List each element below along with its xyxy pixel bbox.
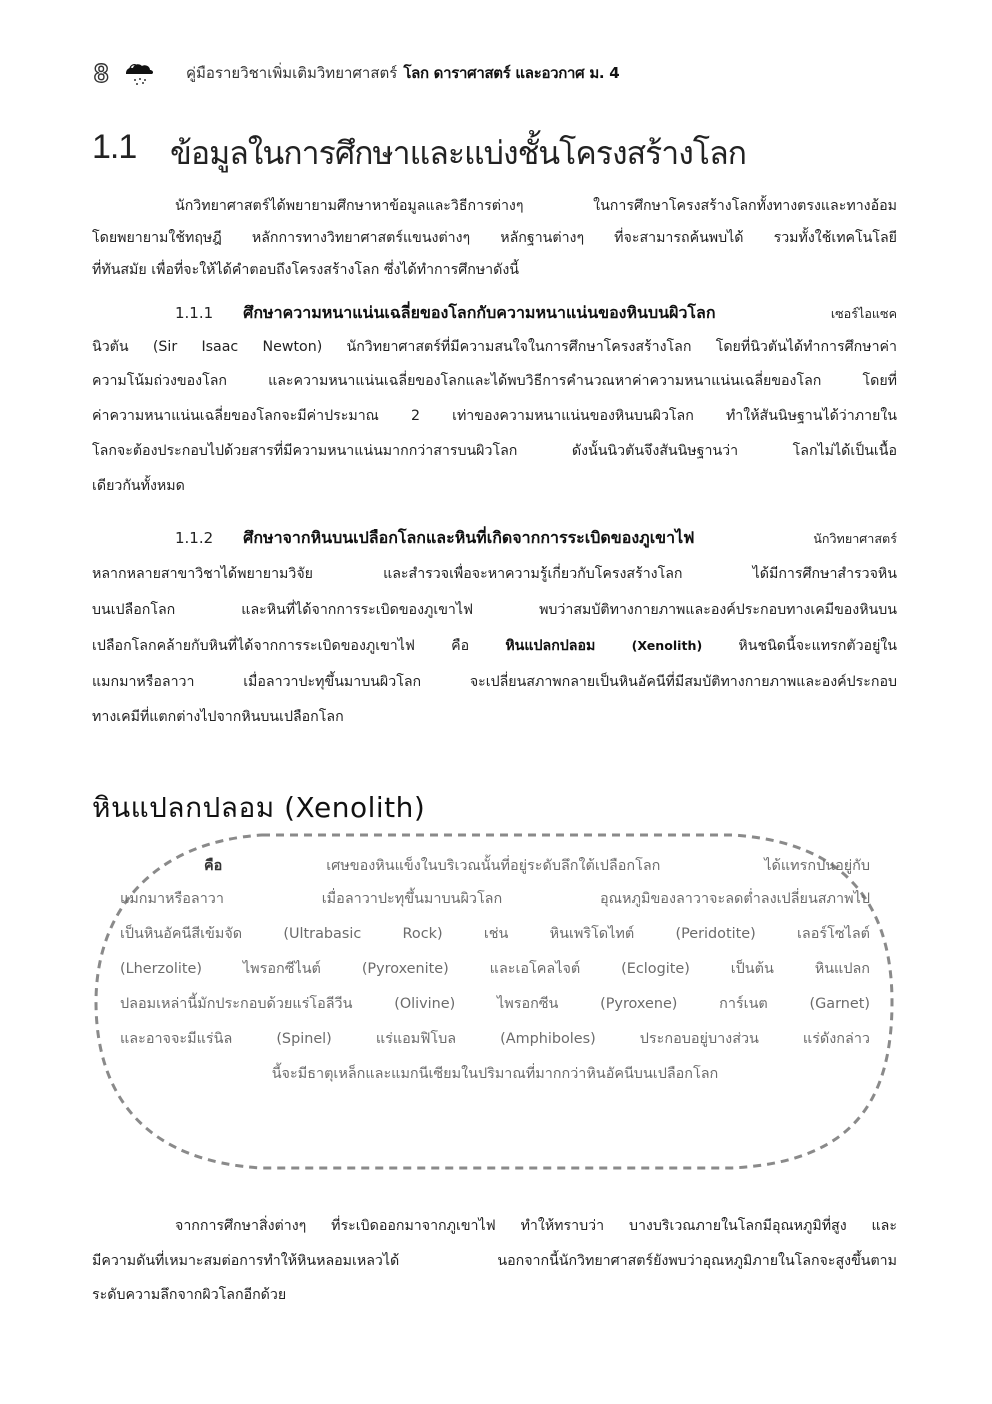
xenolith-line: และอาจจะมีแร่นิล (Spinel) แร่แอมฟิโบล (Amphiboles) ประกอบอยู่บางส่วน แร่ดังกล่าว	[120, 1031, 870, 1047]
intro-line: นักวิทยาศาสตร์ได้พยายามศึกษาหาข้อมูลและวิธีการต่างๆ ในการศึกษาโครงสร้างโลกทั้งทางตรงและทางอ้อม	[175, 198, 897, 214]
xenolith-line: นี้จะมีธาตุเหล็กและแมกนีเซียมในปริมาณที่มากกว่าหินอัคนีบนเปลือกโลก	[271, 1066, 719, 1082]
xenolith-line: (Lherzolite) ไพรอกซีไนต์ (Pyroxenite) และเอโคลไจต์ (Eclogite) เป็นต้น หินแปลก	[120, 961, 870, 977]
term-xenolith: หินแปลกปลอม	[505, 638, 596, 654]
body-line: ทางเคมีที่แตกต่างไปจากหินบนเปลือกโลก	[92, 709, 344, 725]
intro-line: ที่ทันสมัย เพื่อที่จะให้ได้คำตอบถึงโครงสร้างโลก ซึ่งได้ทำการศึกษาดังนี้	[92, 262, 519, 278]
xenolith-line: เป็นหินอัคนีสีเข้มจัด (Ultrabasic Rock) เช่น หินเพริโดไทต์ (Peridotite) เลอร์โซไลต์	[120, 926, 870, 942]
section-number: 1.1	[92, 128, 137, 166]
page-number: 8	[94, 57, 108, 88]
xenolith-line: ปลอมเหล่านี้มักประกอบด้วยแร่โอลีวีน (Olivine) ไพรอกซีน (Pyroxene) การ์เนต (Garnet)	[120, 996, 870, 1012]
subsection-title: ศึกษาจากหินบนเปลือกโลกและหินที่เกิดจากการระเบิดของภูเขาไฟ	[243, 528, 695, 547]
book-subject: โลก ดาราศาสตร์ และอวกาศ ม. 4	[403, 64, 620, 82]
body-line: แมกมาหรือลาวา เมื่อลาวาปะทุขึ้นมาบนผิวโลก จะเปลี่ยนสภาพกลายเป็นหินอัคนีที่มีสมบัติทางกายภาพและองค์ประกอบ	[92, 674, 897, 690]
body-line: ค่าความหนาแน่นเฉลี่ยของโลกจะมีค่าประมาณ 2 เท่าของความหนาแน่นของหินบนผิวโลก ทำให้สันนิษฐานได้ว่าภายใน	[92, 408, 897, 424]
subsection-heading-2	[175, 528, 897, 549]
xenolith-line: คือ เศษของหินแข็งในบริเวณนั้นที่อยู่ระดับลึกใต้เปลือกโลก ได้แทรกปนอยู่กับ	[204, 858, 870, 874]
xenolith-definition-box	[92, 832, 896, 1170]
body-line-with-term: เปลือกโลกคล้ายกับหินที่ได้จากการระเบิดของภูเขาไฟ คือ หินแปลกปลอม (Xenolith) หินชนิดนี้จะแทรกตัวอยู่ใน	[92, 638, 897, 654]
intro-line: โดยพยายามใช้ทฤษฎี หลักการทางวิทยาศาสตร์แขนงต่างๆ หลักฐานต่างๆ ที่จะสามารถค้นพบได้ รวมทั้งใช้เทคโนโลยี	[92, 230, 897, 246]
body-line: หลากหลายสาขาวิชาได้พยายามวิจัย และสำรวจเพื่อจะหาความรู้เกี่ยวกับโครงสร้างโลก ได้มีการศึกษาสำรวจหิน	[92, 566, 897, 582]
subsection-number: 1.1.1	[175, 304, 214, 322]
body-line: ความโน้มถ่วงของโลก และความหนาแน่นเฉลี่ยของโลกและได้พบวิธีการคำนวณหาค่าความหนาแน่นเฉลี่ยของโลก โดยที่	[92, 373, 897, 389]
body-line: บนเปลือกโลก และหินที่ได้จากการระเบิดของภูเขาไฟ พบว่าสมบัติทางกายภาพและองค์ประกอบทางเคมีของหินบน	[92, 602, 897, 618]
conclusion-line: ระดับความลึกจากผิวโลกอีกด้วย	[92, 1287, 287, 1303]
body-line: นิวตัน (Sir Isaac Newton) นักวิทยาศาสตร์ที่มีความสนใจในการศึกษาโครงสร้างโลก โดยที่นิวตันได้ทำการศึกษาค่า	[92, 339, 897, 355]
conclusion-line: มีความดันที่เหมาะสมต่อการทำให้หินหลอมเหลวได้ นอกจากนี้นักวิทยาศาสตร์ยังพบว่าอุณหภูมิภายในโลกจะสูงขึ้นตาม	[92, 1253, 897, 1269]
subsection-lead: เซอร์ไอแซค	[830, 306, 897, 321]
cloud-rain-icon	[122, 60, 156, 86]
conclusion-line: จากการศึกษาสิ่งต่างๆ ที่ระเบิดออกมาจากภูเขาไฟ ทำให้ทราบว่า บางบริเวณภายในโลกมีอุณหภูมิที่สูง และ	[175, 1218, 897, 1234]
xenolith-line: แมกมาหรือลาวา เมื่อลาวาปะทุขึ้นมาบนผิวโลก อุณหภูมิของลาวาจะลดต่ำลงเปลี่ยนสภาพไป	[120, 891, 870, 907]
xenolith-title: หินแปลกปลอม (Xenolith)	[92, 791, 426, 824]
subsection-lead: นักวิทยาศาสตร์	[813, 531, 897, 546]
subsection-heading-1	[175, 303, 897, 324]
section-title: ข้อมูลในการศึกษาและแบ่งชั้นโครงสร้างโลก	[170, 135, 747, 171]
page-header	[94, 58, 619, 88]
body-line: เดียวกันทั้งหมด	[92, 478, 185, 494]
body-line: โลกจะต้องประกอบไปด้วยสารที่มีความหนาแน่นมากกว่าสารบนผิวโลก ดังนั้นนิวตันจึงสันนิษฐานว่า โลกไม่ได้เป็นเนื้อ	[92, 443, 897, 459]
subsection-title: ศึกษาความหนาแน่นเฉลี่ยของโลกกับความหนาแน่นของหินบนผิวโลก	[243, 303, 716, 322]
definition-lead: คือ	[204, 858, 223, 874]
subsection-number: 1.1.2	[175, 529, 214, 547]
book-title: คู่มือรายวิชาเพิ่มเติมวิทยาศาสตร์	[186, 64, 398, 82]
